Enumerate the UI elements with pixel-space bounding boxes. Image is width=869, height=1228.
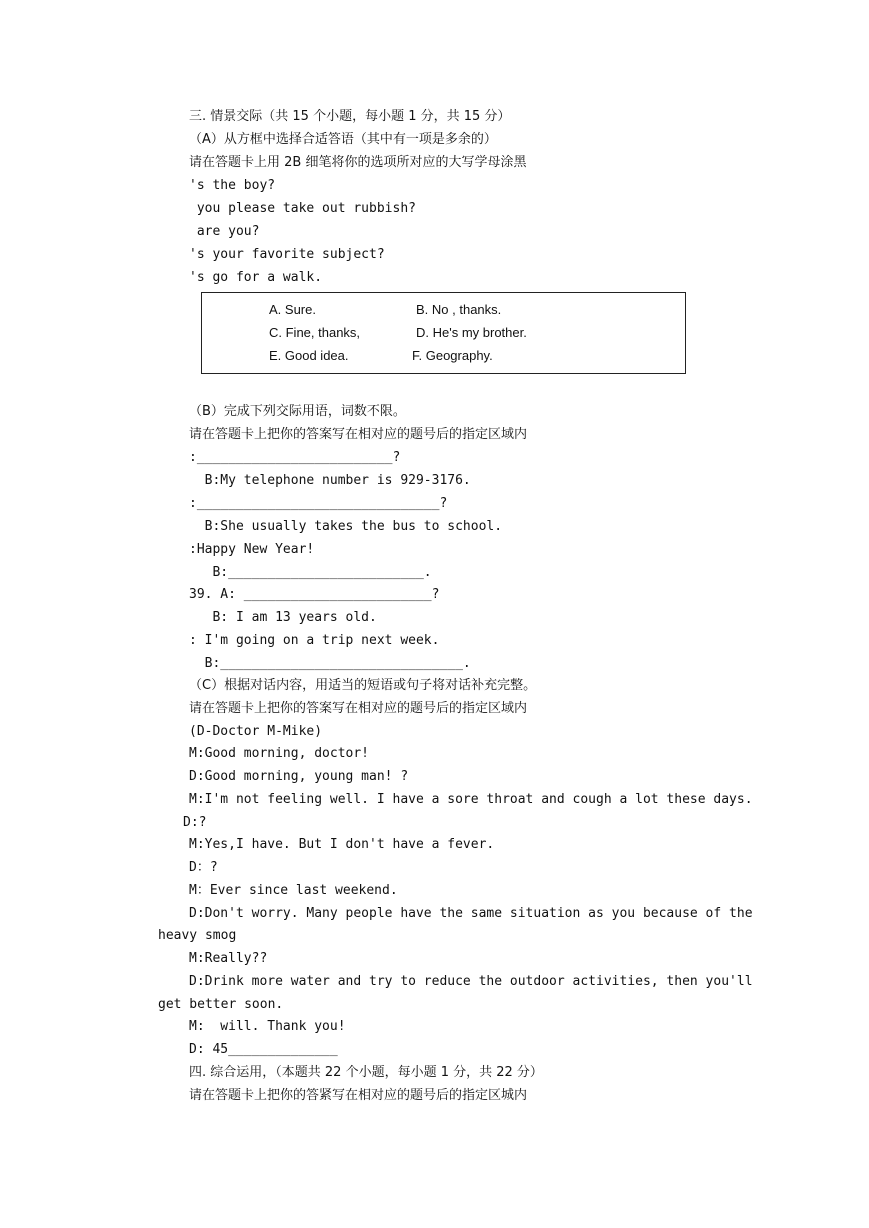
partB-line-10: B:_______________________________. [189,656,471,671]
partB-line-6: B:_________________________. [189,565,432,580]
partB-line-3: :_______________________________? [189,496,448,511]
option-d: D. He's my brother. [416,325,527,340]
partB-line-9: : I'm going on a trip next week. [189,633,440,648]
partC-line-11: M:Really?? [189,951,268,966]
partC-line-9: D:Don't worry. Many people have the same situation as you because of the [189,906,753,921]
section4-heading: 四. 综合运用，（本题共 22 个小题，每小题 1 分，共 22 分） [189,1065,543,1080]
partC-line-4: M:I'm not feeling well. I have a sore throat and cough a lot these days. [189,792,753,807]
partB-title: （B）完成下列交际用语，词数不限。 [189,404,406,419]
partC-line-12: D:Drink more water and try to reduce the outdoor activities, then you'll [189,974,753,989]
partA-question-1: 's the boy? [189,178,276,193]
partA-question-3: are you? [189,224,260,239]
partC-line-13: get better soon. [158,997,284,1012]
partB-line-8: B: I am 13 years old. [189,610,377,625]
option-f: F. Geography. [412,348,493,363]
partB-line-2: B:My telephone number is 929-3176. [189,473,471,488]
partC-line-6: M:Yes,I have. But I don't have a fever. [189,837,495,852]
option-b: B. No , thanks. [416,302,502,317]
partC-line-5: D:? [183,815,207,830]
partC-line-7: D：? [189,860,218,875]
partC-line-14: M: will. Thank you! [189,1019,346,1034]
option-a: A. Sure. [269,302,316,317]
partA-title: （A）从方框中选择合适答语（其中有一项是多余的） [189,132,497,147]
partB-instruction: 请在答题卡上把你的答案写在相对应的题号后的指定区域内 [189,427,528,442]
partC-line-3: D:Good morning, young man! ? [189,769,409,784]
options-box [201,292,686,374]
partC-line-8: M：Ever since last weekend. [189,883,398,898]
partC-line-10: heavy smog [158,928,237,943]
section4-instruction: 请在答题卡上把你的答紧写在相对应的题号后的指定区城内 [189,1088,528,1103]
partB-line-7: 39. A: ________________________? [189,587,440,602]
partC-title: （C）根据对话内容，用适当的短语或句子将对话补充完整。 [189,678,537,693]
section3-heading: 三. 情景交际（共 15 个小题，每小题 1 分，共 15 分） [189,109,511,124]
partC-line-2: M:Good morning, doctor! [189,746,370,761]
partA-question-4: 's your favorite subject? [189,247,385,262]
partB-line-4: B:She usually takes the bus to school. [189,519,503,534]
partB-line-5: :Happy New Year! [189,542,315,557]
partA-question-2: you please take out rubbish? [189,201,416,216]
option-c: C. Fine, thanks, [269,325,361,340]
partA-question-5: 's go for a walk. [189,270,323,285]
partC-line-15: D: 45______________ [189,1042,338,1057]
partC-instruction: 请在答题卡上把你的答案写在相对应的题号后的指定区域内 [189,701,528,716]
partA-instruction: 请在答题卡上用 2B 细笔将你的选项所对应的大写学母涂黑 [189,155,527,170]
option-e: E. Good idea. [269,348,349,363]
partC-line-1: (D-Doctor M-Mike) [189,724,323,739]
partB-line-1: :_________________________? [189,450,401,465]
